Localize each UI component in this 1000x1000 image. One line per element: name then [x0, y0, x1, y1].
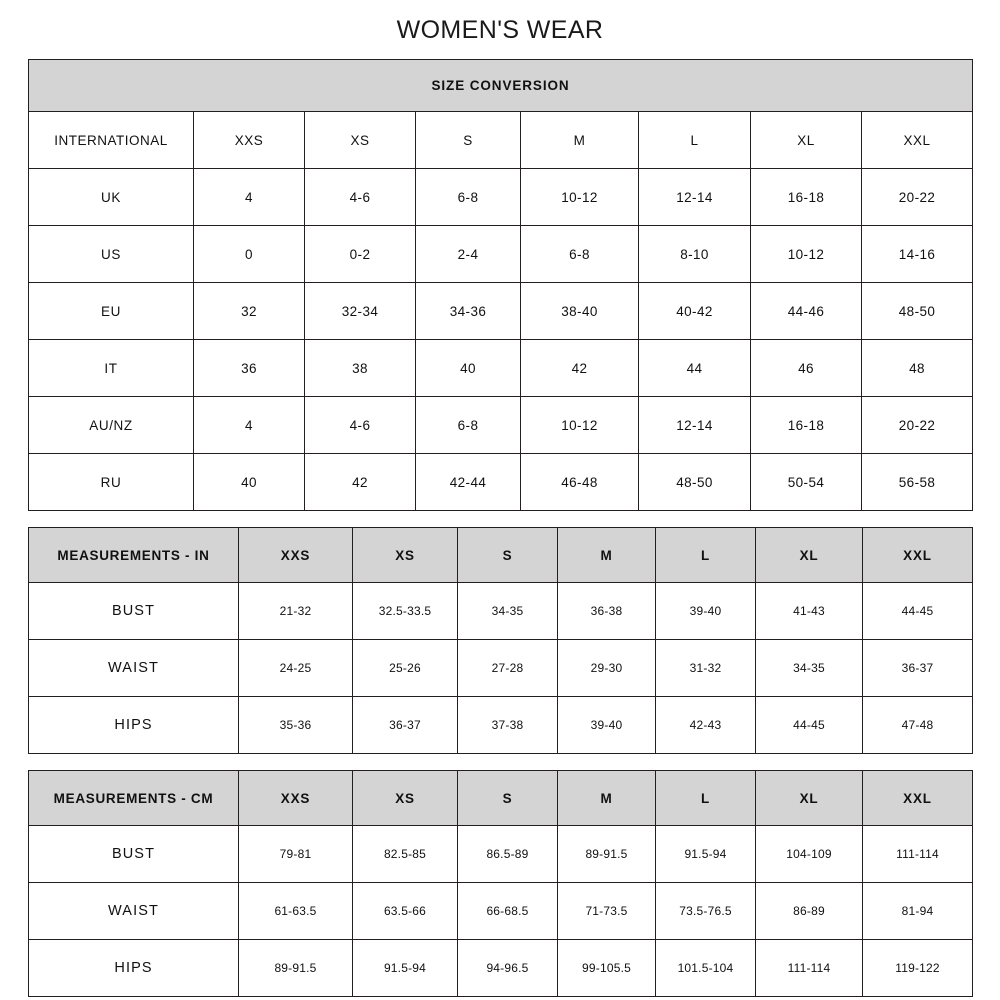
measurements-cm-header-xl: XL	[756, 771, 863, 826]
cell: 81-94	[863, 883, 973, 940]
measurements-cm-header-xxl: XXL	[863, 771, 973, 826]
cell: 99-105.5	[558, 940, 656, 997]
cell: 0	[194, 226, 305, 283]
cell: 48	[862, 340, 973, 397]
measurements-cm-header-row	[29, 771, 973, 826]
table-row	[29, 454, 973, 511]
cell: 38	[305, 340, 416, 397]
cell: 82.5-85	[353, 826, 458, 883]
table-row	[29, 883, 973, 940]
table-row	[29, 340, 973, 397]
cell: 39-40	[558, 697, 656, 754]
measurements-cm-header-xxs: XXS	[239, 771, 353, 826]
cell: 42-43	[656, 697, 756, 754]
row-label: HIPS	[29, 940, 239, 997]
conversion-banner-row	[29, 60, 973, 112]
measurements-in-header-xxl: XXL	[863, 528, 973, 583]
measurements-cm-table	[28, 770, 973, 997]
cell: 34-36	[416, 283, 521, 340]
cell: 119-122	[863, 940, 973, 997]
row-label: IT	[29, 340, 194, 397]
cell: 44-45	[756, 697, 863, 754]
cell: 6-8	[416, 169, 521, 226]
cell: 4-6	[305, 169, 416, 226]
cell: 61-63.5	[239, 883, 353, 940]
conversion-header-xs: XS	[305, 112, 416, 169]
conversion-header-xl: XL	[751, 112, 862, 169]
cell: 10-12	[751, 226, 862, 283]
row-label: US	[29, 226, 194, 283]
measurements-in-table	[28, 527, 973, 754]
cell: 31-32	[656, 640, 756, 697]
measurements-in-header-xl: XL	[756, 528, 863, 583]
measurements-in-header-xs: XS	[353, 528, 458, 583]
cell: 91.5-94	[353, 940, 458, 997]
row-label: EU	[29, 283, 194, 340]
cell: 25-26	[353, 640, 458, 697]
cell: 6-8	[416, 397, 521, 454]
conversion-header-xxl: XXL	[862, 112, 973, 169]
cell: 12-14	[639, 169, 751, 226]
cell: 34-35	[458, 583, 558, 640]
measurements-in-header-l: L	[656, 528, 756, 583]
cell: 79-81	[239, 826, 353, 883]
cell: 48-50	[862, 283, 973, 340]
conversion-header-l: L	[639, 112, 751, 169]
cell: 32.5-33.5	[353, 583, 458, 640]
cell: 27-28	[458, 640, 558, 697]
cell: 6-8	[521, 226, 639, 283]
cell: 89-91.5	[239, 940, 353, 997]
cell: 42	[521, 340, 639, 397]
cell: 40-42	[639, 283, 751, 340]
cell: 63.5-66	[353, 883, 458, 940]
conversion-header-s: S	[416, 112, 521, 169]
conversion-header-xxs: XXS	[194, 112, 305, 169]
row-label: HIPS	[29, 697, 239, 754]
cell: 16-18	[751, 169, 862, 226]
cell: 89-91.5	[558, 826, 656, 883]
table-row	[29, 169, 973, 226]
cell: 44-46	[751, 283, 862, 340]
measurements-cm-header-l: L	[656, 771, 756, 826]
cell: 101.5-104	[656, 940, 756, 997]
cell: 8-10	[639, 226, 751, 283]
cell: 44-45	[863, 583, 973, 640]
cell: 4	[194, 397, 305, 454]
cell: 20-22	[862, 169, 973, 226]
measurements-in-header-m: M	[558, 528, 656, 583]
cell: 56-58	[862, 454, 973, 511]
cell: 38-40	[521, 283, 639, 340]
measurements-cm-header-xs: XS	[353, 771, 458, 826]
table-row	[29, 640, 973, 697]
cell: 86-89	[756, 883, 863, 940]
row-label: RU	[29, 454, 194, 511]
row-label: BUST	[29, 826, 239, 883]
row-label: AU/NZ	[29, 397, 194, 454]
size-conversion-table	[28, 59, 973, 511]
cell: 39-40	[656, 583, 756, 640]
cell: 111-114	[863, 826, 973, 883]
cell: 47-48	[863, 697, 973, 754]
measurements-in-header-label: MEASUREMENTS - IN	[29, 528, 239, 583]
cell: 10-12	[521, 169, 639, 226]
measurements-in-header-row	[29, 528, 973, 583]
measurements-cm-header-label: MEASUREMENTS - CM	[29, 771, 239, 826]
cell: 36	[194, 340, 305, 397]
measurements-cm-header-m: M	[558, 771, 656, 826]
cell: 24-25	[239, 640, 353, 697]
conversion-header-international: INTERNATIONAL	[29, 112, 194, 169]
cell: 37-38	[458, 697, 558, 754]
cell: 35-36	[239, 697, 353, 754]
cell: 34-35	[756, 640, 863, 697]
table-row	[29, 283, 973, 340]
cell: 10-12	[521, 397, 639, 454]
measurements-in-header-s: S	[458, 528, 558, 583]
cell: 20-22	[862, 397, 973, 454]
cell: 42	[305, 454, 416, 511]
cell: 104-109	[756, 826, 863, 883]
table-row	[29, 226, 973, 283]
cell: 71-73.5	[558, 883, 656, 940]
cell: 2-4	[416, 226, 521, 283]
cell: 32	[194, 283, 305, 340]
cell: 91.5-94	[656, 826, 756, 883]
cell: 66-68.5	[458, 883, 558, 940]
cell: 86.5-89	[458, 826, 558, 883]
cell: 32-34	[305, 283, 416, 340]
cell: 4-6	[305, 397, 416, 454]
cell: 44	[639, 340, 751, 397]
table-row	[29, 583, 973, 640]
cell: 14-16	[862, 226, 973, 283]
cell: 4	[194, 169, 305, 226]
cell: 41-43	[756, 583, 863, 640]
row-label: WAIST	[29, 883, 239, 940]
cell: 46-48	[521, 454, 639, 511]
table-row	[29, 697, 973, 754]
conversion-banner: SIZE CONVERSION	[29, 60, 973, 112]
table-row	[29, 397, 973, 454]
cell: 73.5-76.5	[656, 883, 756, 940]
cell: 40	[416, 340, 521, 397]
row-label: UK	[29, 169, 194, 226]
cell: 36-37	[863, 640, 973, 697]
cell: 48-50	[639, 454, 751, 511]
cell: 16-18	[751, 397, 862, 454]
conversion-header-row	[29, 112, 973, 169]
cell: 50-54	[751, 454, 862, 511]
row-label: WAIST	[29, 640, 239, 697]
page-title: WOMEN'S WEAR	[396, 16, 604, 44]
cell: 42-44	[416, 454, 521, 511]
table-row	[29, 826, 973, 883]
row-label: BUST	[29, 583, 239, 640]
cell: 40	[194, 454, 305, 511]
cell: 94-96.5	[458, 940, 558, 997]
measurements-in-header-xxs: XXS	[239, 528, 353, 583]
cell: 36-38	[558, 583, 656, 640]
conversion-header-m: M	[521, 112, 639, 169]
cell: 0-2	[305, 226, 416, 283]
measurements-cm-header-s: S	[458, 771, 558, 826]
cell: 46	[751, 340, 862, 397]
cell: 21-32	[239, 583, 353, 640]
cell: 36-37	[353, 697, 458, 754]
cell: 29-30	[558, 640, 656, 697]
table-row	[29, 940, 973, 997]
cell: 12-14	[639, 397, 751, 454]
cell: 111-114	[756, 940, 863, 997]
